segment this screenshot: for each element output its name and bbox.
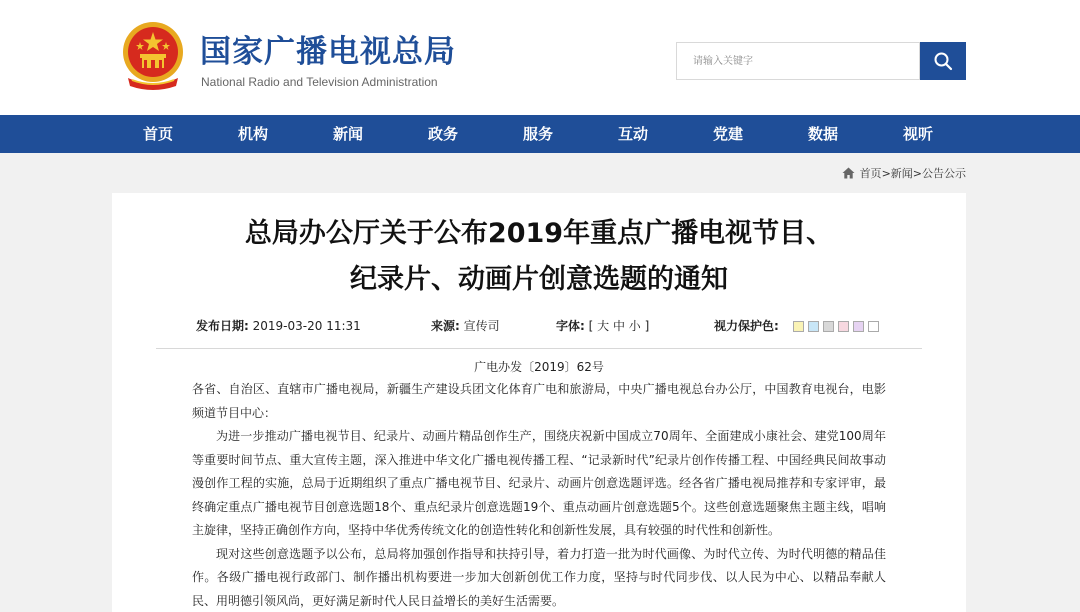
nav-item-party[interactable]: 党建 — [712, 125, 744, 143]
eye-protection-label — [714, 318, 779, 334]
article-title-line-1: 总局办公厅关于公布2019年重点广播电视节目、 — [244, 218, 834, 249]
source-value: 宣传司 — [463, 319, 500, 333]
search-box — [676, 42, 920, 80]
article-title — [112, 211, 966, 303]
breadcrumb-news[interactable]: 新闻 — [890, 167, 913, 180]
article-source — [431, 318, 500, 334]
font-size-label: 字体: — [556, 319, 585, 333]
publish-date — [196, 318, 361, 334]
publish-date-value: 2019-03-20 11:31 — [252, 319, 361, 333]
font-size-control — [556, 318, 649, 334]
article-paragraph-1: 为进一步推动广播电视节目、纪录片、动画片精品创作生产，围绕庆祝新中国成立70周年、全面建成小康社会、建党100周年等重要时间节点、重大宣传主题，深入推进中华文化广播电视传播工程、“记录新时代”纪录片创作传播工程、中国经典民间故事动漫创作工程的实施，总局于近期组织了重点广播电视节目、纪录片、动画片创意选题评选。经各省广播电视局推荐和专家评审，最终确定重点广播电视节目创意选题18个、重点纪录片创意选题19个、重点动画片创意选题5个。这些创意选题聚焦主题主线，唱响主旋律，坚持正确创作方向，坚持中华优秀传统文化的创造性转化和创新性发展，具有较强的时代性和创新性。 — [192, 429, 886, 537]
article-body — [192, 378, 886, 612]
site-name-en: National Radio and Television Administration — [201, 75, 438, 89]
home-icon — [842, 167, 855, 179]
search-input[interactable] — [677, 43, 919, 79]
publish-date-label: 发布日期: — [196, 319, 249, 333]
article-panel — [112, 193, 966, 612]
color-swatch-gray[interactable] — [823, 321, 834, 332]
search-icon — [933, 51, 953, 71]
site-header — [0, 0, 1080, 115]
color-swatch-yellow[interactable] — [793, 321, 804, 332]
article-paragraph-2: 现对这些创意选题予以公布，总局将加强创作指导和扶持引导，着力打造一批为时代画像、为时代立传、为时代明德的精品佳作。各级广播电视行政部门、制作播出机构要进一步加大创新创优工作力度，坚持与时代同步伐、以人民为中心、以精品奉献人民、用明德引领风尚，更好满足新时代人民日益增长的美好生活需要。 — [192, 546, 886, 608]
main-nav — [0, 115, 1080, 153]
breadcrumb-home[interactable]: 首页 — [859, 167, 882, 180]
color-swatch-white[interactable] — [868, 321, 879, 332]
nav-item-interaction[interactable]: 互动 — [617, 125, 649, 143]
nav-item-services[interactable]: 服务 — [522, 125, 554, 143]
eye-protection-swatches — [793, 321, 879, 332]
search-button[interactable] — [920, 42, 966, 80]
source-label: 来源: — [431, 319, 460, 333]
breadcrumb-current[interactable]: 公告公示 — [922, 167, 966, 180]
nav-item-home[interactable]: 首页 — [142, 125, 174, 143]
breadcrumb-separator: > — [912, 166, 922, 180]
breadcrumb-separator: > — [881, 166, 891, 180]
national-emblem-icon[interactable] — [120, 20, 186, 92]
color-swatch-pink[interactable] — [838, 321, 849, 332]
article-addressee: 各省、自治区、直辖市广播电视局，新疆生产建设兵团文化体育广电和旅游局，中央广播电视总台办公厅，中国教育电视台，电影频道节目中心： — [192, 382, 886, 420]
nav-item-government[interactable]: 政务 — [427, 125, 459, 143]
nav-item-news[interactable]: 新闻 — [332, 125, 364, 143]
nav-item-data[interactable]: 数据 — [807, 125, 839, 143]
color-swatch-blue[interactable] — [808, 321, 819, 332]
eye-protection-label-text: 视力保护色: — [714, 319, 779, 333]
font-size-options[interactable]: [ 大 中 小 ] — [588, 319, 650, 333]
site-name-cn[interactable]: 国家广播电视总局 — [200, 34, 456, 70]
nav-item-organization[interactable]: 机构 — [237, 125, 269, 143]
breadcrumb — [842, 164, 966, 182]
document-number: 广电办发〔2019〕62号 — [474, 360, 604, 374]
article-title-line-2: 纪录片、动画片创意选题的通知 — [350, 264, 728, 295]
nav-item-audiovisual[interactable]: 视听 — [902, 125, 934, 143]
color-swatch-purple[interactable] — [853, 321, 864, 332]
divider — [156, 348, 922, 349]
